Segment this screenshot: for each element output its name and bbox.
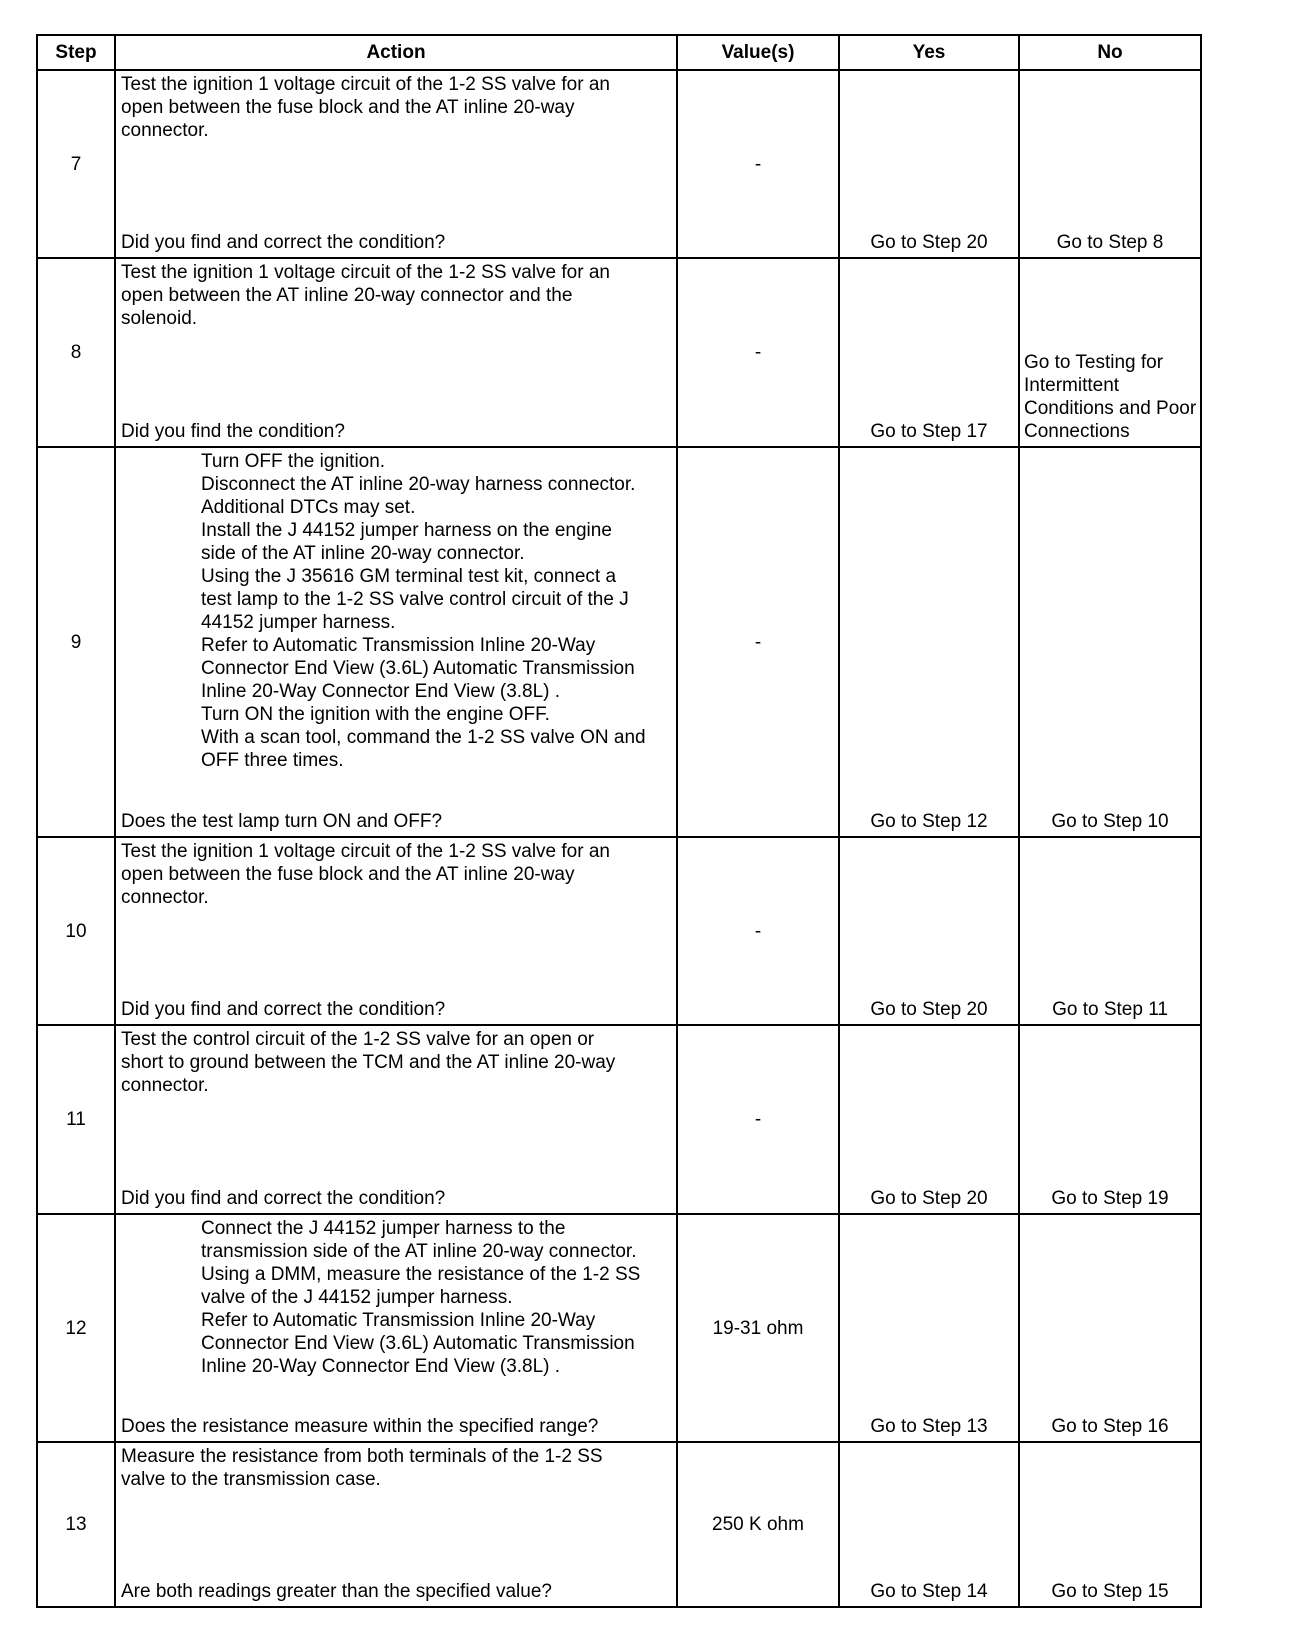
action-cell bbox=[115, 1214, 677, 1442]
table-row bbox=[37, 447, 1201, 837]
step-number: 10 bbox=[37, 837, 115, 1025]
action-question: Did you find and correct the condition? bbox=[121, 232, 446, 253]
step-number: 8 bbox=[37, 258, 115, 447]
action-line: Test the ignition 1 voltage circuit of the 1-2 SS valve for an bbox=[121, 841, 610, 862]
action-description bbox=[121, 1217, 672, 1378]
action-cell bbox=[115, 447, 677, 837]
table-row bbox=[37, 1025, 1201, 1214]
header-no: No bbox=[1019, 35, 1201, 70]
action-line: Inline 20-Way Connector End View (3.8L) . bbox=[201, 1356, 561, 1377]
action-line: With a scan tool, command the 1-2 SS valve ON and bbox=[201, 727, 646, 748]
action-question: Does the test lamp turn ON and OFF? bbox=[121, 811, 443, 832]
header-step: Step bbox=[37, 35, 115, 70]
action-line: Connect the J 44152 jumper harness to the bbox=[201, 1218, 566, 1239]
action-line: Measure the resistance from both terminals of the 1-2 SS bbox=[121, 1446, 603, 1467]
no-cell: Go to Step 10 bbox=[1019, 447, 1201, 837]
step-number: 9 bbox=[37, 447, 115, 837]
action-line: open between the fuse block and the AT inline 20-way bbox=[121, 97, 575, 118]
action-line: connector. bbox=[121, 1075, 209, 1096]
action-line: Test the control circuit of the 1-2 SS valve for an open or bbox=[121, 1029, 595, 1050]
action-line: side of the AT inline 20-way connector. bbox=[201, 543, 525, 564]
action-line: short to ground between the TCM and the AT inline 20-way bbox=[121, 1052, 616, 1073]
action-line: Refer to Automatic Transmission Inline 20-Way bbox=[201, 635, 596, 656]
action-line: Refer to Automatic Transmission Inline 20-Way bbox=[201, 1310, 596, 1331]
action-line: Test the ignition 1 voltage circuit of the 1-2 SS valve for an bbox=[121, 262, 610, 283]
table-row bbox=[37, 70, 1201, 258]
no-cell: Go to Step 8 bbox=[1019, 70, 1201, 258]
action-line: Connector End View (3.6L) Automatic Transmission bbox=[201, 1333, 635, 1354]
action-question: Are both readings greater than the specified value? bbox=[121, 1581, 552, 1602]
action-description bbox=[121, 1445, 672, 1491]
action-description bbox=[121, 261, 672, 330]
header-row bbox=[37, 35, 1201, 70]
yes-cell: Go to Step 20 bbox=[839, 70, 1019, 258]
action-cell bbox=[115, 837, 677, 1025]
action-line: Connector End View (3.6L) Automatic Transmission bbox=[201, 658, 635, 679]
action-cell bbox=[115, 258, 677, 447]
header-yes: Yes bbox=[839, 35, 1019, 70]
value-cell: 19-31 ohm bbox=[677, 1214, 839, 1442]
action-line: solenoid. bbox=[121, 308, 198, 329]
no-cell: Go to Step 19 bbox=[1019, 1025, 1201, 1214]
action-question: Does the resistance measure within the specified range? bbox=[121, 1416, 599, 1437]
action-question: Did you find the condition? bbox=[121, 421, 345, 442]
table-row bbox=[37, 837, 1201, 1025]
value-cell: - bbox=[677, 1025, 839, 1214]
action-line: Turn ON the ignition with the engine OFF. bbox=[201, 704, 550, 725]
step-number: 13 bbox=[37, 1442, 115, 1607]
action-line: connector. bbox=[121, 120, 209, 141]
table-row bbox=[37, 1214, 1201, 1442]
header-action: Action bbox=[115, 35, 677, 70]
action-line: 44152 jumper harness. bbox=[201, 612, 396, 633]
table-row bbox=[37, 258, 1201, 447]
no-cell: Go to Step 11 bbox=[1019, 837, 1201, 1025]
action-line: Turn OFF the ignition. bbox=[201, 451, 386, 472]
action-line: Install the J 44152 jumper harness on the engine bbox=[201, 520, 612, 541]
no-cell: Go to Step 16 bbox=[1019, 1214, 1201, 1442]
action-line: Test the ignition 1 voltage circuit of the 1-2 SS valve for an bbox=[121, 74, 610, 95]
value-cell: - bbox=[677, 837, 839, 1025]
action-line: Additional DTCs may set. bbox=[201, 497, 416, 518]
diagnostic-steps-table bbox=[36, 34, 1202, 1608]
action-question: Did you find and correct the condition? bbox=[121, 999, 446, 1020]
action-line: valve to the transmission case. bbox=[121, 1469, 381, 1490]
action-line: Disconnect the AT inline 20-way harness connector. bbox=[201, 474, 636, 495]
action-cell bbox=[115, 70, 677, 258]
step-number: 11 bbox=[37, 1025, 115, 1214]
action-line: OFF three times. bbox=[201, 750, 344, 771]
action-line: connector. bbox=[121, 887, 209, 908]
yes-cell: Go to Step 14 bbox=[839, 1442, 1019, 1607]
action-line: Using the J 35616 GM terminal test kit, connect a bbox=[201, 566, 617, 587]
value-cell: 250 K ohm bbox=[677, 1442, 839, 1607]
value-cell: - bbox=[677, 447, 839, 837]
step-number: 12 bbox=[37, 1214, 115, 1442]
step-number: 7 bbox=[37, 70, 115, 258]
yes-cell: Go to Step 13 bbox=[839, 1214, 1019, 1442]
action-cell bbox=[115, 1025, 677, 1214]
action-line: test lamp to the 1-2 SS valve control circuit of the J bbox=[201, 589, 629, 610]
action-line: open between the AT inline 20-way connector and the bbox=[121, 285, 573, 306]
action-line: open between the fuse block and the AT inline 20-way bbox=[121, 864, 575, 885]
table-row bbox=[37, 1442, 1201, 1607]
action-description bbox=[121, 1028, 672, 1097]
action-line: Inline 20-Way Connector End View (3.8L) . bbox=[201, 681, 561, 702]
action-cell bbox=[115, 1442, 677, 1607]
action-description bbox=[121, 840, 672, 909]
action-question: Did you find and correct the condition? bbox=[121, 1188, 446, 1209]
action-line: valve of the J 44152 jumper harness. bbox=[201, 1287, 513, 1308]
value-cell: - bbox=[677, 258, 839, 447]
value-cell: - bbox=[677, 70, 839, 258]
yes-cell: Go to Step 17 bbox=[839, 258, 1019, 447]
yes-cell: Go to Step 20 bbox=[839, 837, 1019, 1025]
action-description bbox=[121, 73, 672, 142]
yes-cell: Go to Step 20 bbox=[839, 1025, 1019, 1214]
yes-cell: Go to Step 12 bbox=[839, 447, 1019, 837]
no-cell: Go to Step 15 bbox=[1019, 1442, 1201, 1607]
action-line: transmission side of the AT inline 20-way connector. bbox=[201, 1241, 637, 1262]
no-cell: Go to Testing for Intermittent Conditions and Poor Connections bbox=[1019, 258, 1201, 447]
action-line: Using a DMM, measure the resistance of the 1-2 SS bbox=[201, 1264, 641, 1285]
header-values: Value(s) bbox=[677, 35, 839, 70]
action-description bbox=[121, 450, 672, 772]
